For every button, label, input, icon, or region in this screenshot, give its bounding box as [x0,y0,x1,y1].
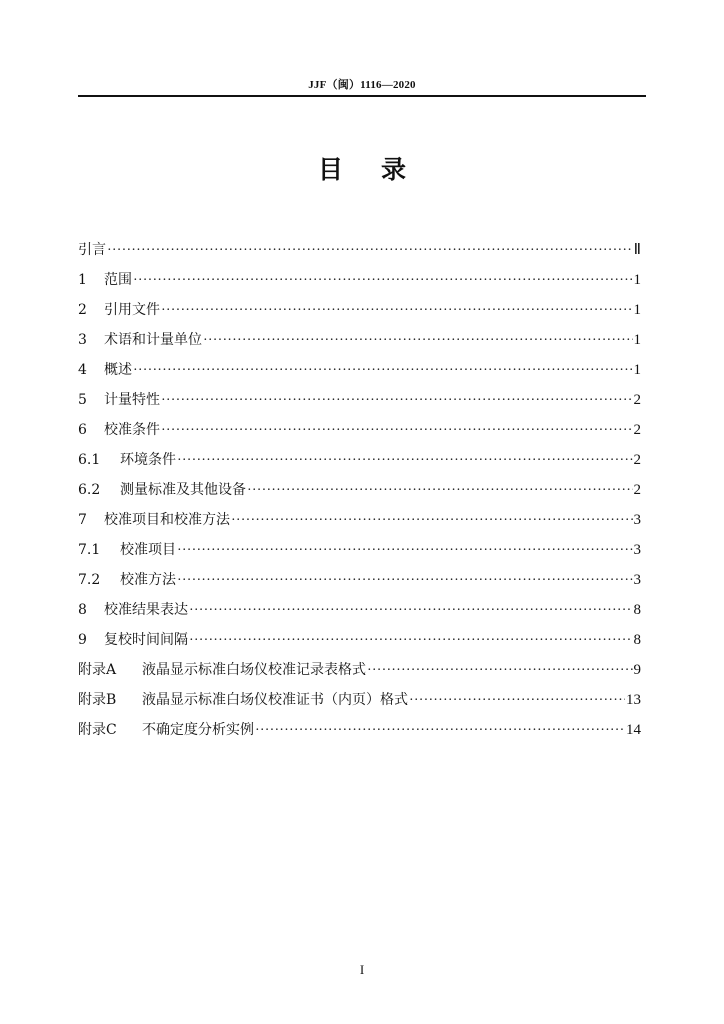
toc-entry-page: 3 [633,542,641,558]
toc-entry-page: 8 [633,602,641,618]
toc-entry-label: 范围 [104,272,132,288]
page-number-footer: I [359,962,365,977]
toc-leader-dots [189,596,633,626]
toc-entry-9[interactable] [78,625,641,655]
header-rule [78,95,646,97]
toc-leader-dots [177,566,633,596]
toc-entry-page: Ⅱ [633,242,641,258]
toc-entry-number: 6.1 [78,452,101,468]
toc-entry-number: 1 [78,272,87,288]
toc-entry-intro[interactable] [78,235,641,265]
toc-leader-dots [409,686,625,716]
toc-leader-dots [161,416,633,446]
toc-entry-number: 附录C [78,722,117,738]
toc-entry-label: 概述 [104,362,132,378]
toc-entry-label: 校准条件 [104,422,160,438]
toc-entry-number: 4 [78,362,87,378]
toc-entry-number: 7.2 [78,572,101,588]
toc-leader-dots [203,326,633,356]
toc-entry-page: 9 [633,662,641,678]
toc-entry-number: 8 [78,602,87,618]
toc-leader-dots [367,656,633,686]
toc-entry-label: 引言 [78,242,106,258]
toc-entry-number: 9 [78,632,87,648]
toc-entry-1[interactable] [78,265,641,295]
toc-leader-dots [177,536,633,566]
toc-entry-label: 液晶显示标准白场仪校准证书（内页）格式 [142,692,408,708]
table-of-contents [78,235,641,745]
toc-entry-label: 校准方法 [120,572,176,588]
toc-entry-page: 2 [633,452,641,468]
toc-leader-dots [107,236,633,266]
toc-entry-label: 术语和计量单位 [104,332,202,348]
toc-entry-page: 14 [626,722,641,738]
toc-entry-label: 校准项目 [120,542,176,558]
toc-entry-7-2[interactable] [78,565,641,595]
toc-entry-label: 引用文件 [104,302,160,318]
toc-entry-4[interactable] [78,355,641,385]
toc-entry-appendix-a[interactable] [78,655,641,685]
toc-entry-label: 不确定度分析实例 [142,722,254,738]
toc-entry-number: 6 [78,422,87,438]
toc-entry-appendix-b[interactable] [78,685,641,715]
toc-entry-7-1[interactable] [78,535,641,565]
toc-entry-page: 8 [633,632,641,648]
page-title [0,150,724,186]
toc-entry-page: 1 [633,332,641,348]
toc-entry-number: 7.1 [78,542,101,558]
toc-entry-number: 2 [78,302,87,318]
toc-leader-dots [189,626,633,656]
toc-entry-page: 2 [633,482,641,498]
toc-entry-2[interactable] [78,295,641,325]
toc-entry-label: 环境条件 [120,452,176,468]
toc-entry-page: 3 [633,512,641,528]
toc-entry-page: 2 [633,392,641,408]
toc-leader-dots [247,476,633,506]
toc-entry-number: 5 [78,392,87,408]
toc-entry-page: 3 [633,572,641,588]
toc-entry-6[interactable] [78,415,641,445]
toc-entry-label: 复校时间间隔 [104,632,188,648]
toc-leader-dots [161,386,633,416]
toc-entry-page: 13 [626,692,641,708]
toc-entry-label: 校准项目和校准方法 [104,512,230,528]
toc-entry-page: 1 [633,302,641,318]
toc-entry-label: 测量标准及其他设备 [120,482,246,498]
toc-entry-number: 6.2 [78,482,101,498]
toc-entry-3[interactable] [78,325,641,355]
toc-entry-page: 2 [633,422,641,438]
toc-entry-page: 1 [633,362,641,378]
toc-entry-7[interactable] [78,505,641,535]
toc-leader-dots [133,266,633,296]
toc-entry-5[interactable] [78,385,641,415]
toc-leader-dots [231,506,633,536]
page-title-left: 目 [317,155,343,184]
toc-entry-number: 附录A [78,662,117,678]
toc-entry-label: 计量特性 [104,392,160,408]
toc-entry-6-2[interactable] [78,475,641,505]
toc-entry-label: 校准结果表达 [104,602,188,618]
toc-entry-number: 7 [78,512,87,528]
document-header-code: JJF（闽）1116—2020 [308,79,416,91]
toc-entry-page: 1 [633,272,641,288]
page-title-right: 录 [381,155,407,184]
toc-leader-dots [161,296,633,326]
toc-leader-dots [177,446,633,476]
toc-entry-appendix-c[interactable] [78,715,641,745]
toc-leader-dots [133,356,633,386]
toc-entry-6-1[interactable] [78,445,641,475]
toc-entry-label: 液晶显示标准白场仪校准记录表格式 [142,662,366,678]
toc-entry-8[interactable] [78,595,641,625]
toc-leader-dots [255,716,625,746]
toc-entry-number: 附录B [78,692,117,708]
toc-entry-number: 3 [78,332,87,348]
